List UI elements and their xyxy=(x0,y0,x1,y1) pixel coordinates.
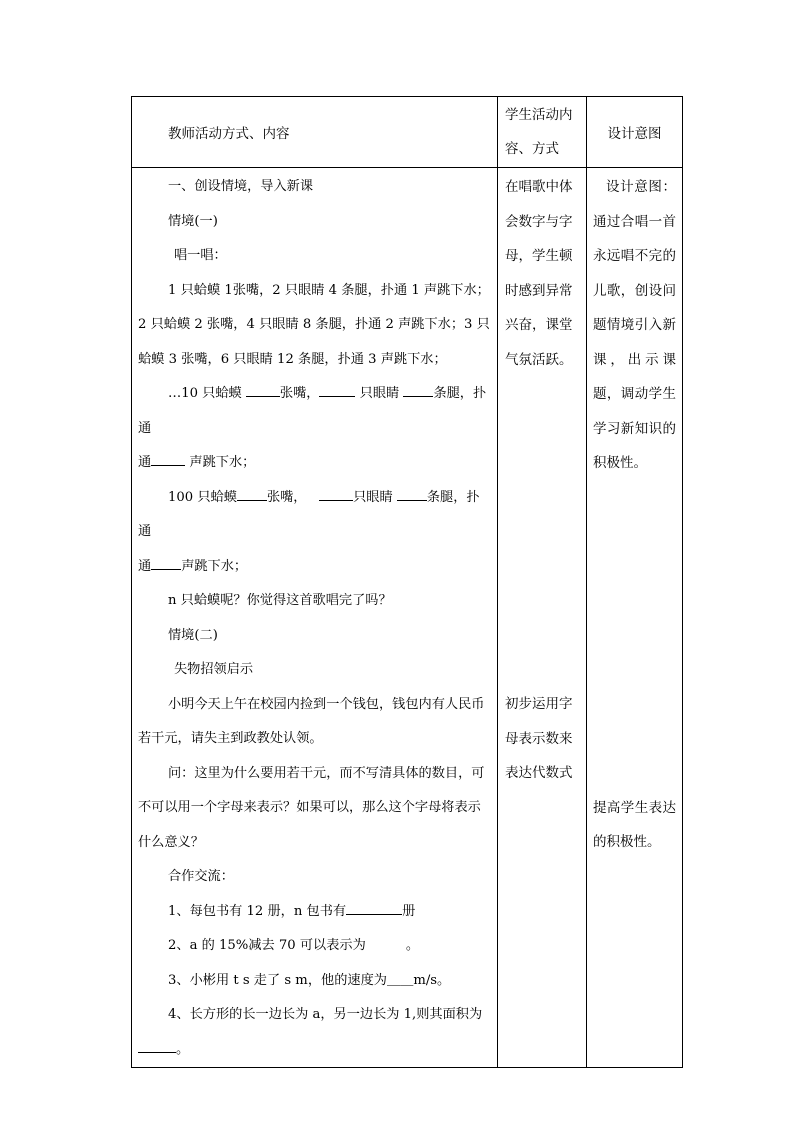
teacher-activity-cell xyxy=(132,168,498,1068)
design-intent-cell xyxy=(587,168,683,1068)
song-blank-100: 100 只蛤蟆 张嘴， 只眼睛 条腿，扑通 通 声跳下水； xyxy=(138,481,491,585)
exercise-3: 3、小彬用 t s 走了 s m，他的速度为＿＿m/s。 xyxy=(168,972,451,988)
lesson-plan-table xyxy=(131,96,683,1068)
question-paragraph: 问：这里为什么要用若干元，而不写清具体的数目，可不可以用一个字母来表示？如果可以，那么这个字母将表示什么意义？ xyxy=(138,765,485,850)
exercise-2: 2、a 的 15%减去 70 可以表示为 。 xyxy=(168,938,419,953)
song-blank-10: …10 只蛤蟆 张嘴， 只眼睛 条腿，扑通 通 声跳下水； xyxy=(138,377,491,481)
scenario-one-title: 情境(一) xyxy=(168,213,218,229)
design-intent-2: 提高学生表达的积极性。 xyxy=(593,799,676,850)
sing-label: 唱一唱： xyxy=(174,248,227,263)
scenario-two-title: 情境(二) xyxy=(168,627,218,643)
song-question: n 只蛤蟆呢？你觉得这首歌唱完了吗？ xyxy=(168,593,392,608)
student-activity-cell xyxy=(498,168,587,1068)
lost-found-notice: 小明今天上午在校园内捡到一个钱包，钱包内有人民币若干元，请失主到政教处认领。 xyxy=(138,696,485,746)
lost-found-notice-title: 失物招领启示 xyxy=(174,662,254,677)
song-lyrics: 1 只蛤蟆 1张嘴，2 只眼睛 4 条腿，扑通 1 声跳下水；2 只蛤蟆 2 张嘴，4 只眼睛 8 条腿，扑通 2 声跳下水；3 只蛤蟆 3 张嘴，6 只眼睛 12 条腿，扑通 3 声跳下水； xyxy=(138,282,490,367)
header-student-activity: 学生活动内容、方式 xyxy=(498,97,587,168)
header-teacher-activity: 教师活动方式、内容 xyxy=(132,97,498,168)
table-header-row xyxy=(132,97,683,168)
student-activity-2: 初步运用字母表示数来表达代数式 xyxy=(505,696,573,781)
exercise-1: 1、每包书有 12 册，n 包书有 册 xyxy=(138,895,491,930)
cooperation-heading: 合作交流： xyxy=(168,869,234,884)
header-design-intent: 设计意图 xyxy=(587,97,683,168)
student-activity-1: 在唱歌中体会数字与字母，学生顿时感到异常兴奋，课堂气氛活跃。 xyxy=(505,179,573,368)
exercise-4: 4、长方形的长一边长为 a，另一边长为 1,则其面积为 。 xyxy=(138,998,491,1067)
table-body-row xyxy=(132,168,683,1068)
section-heading: 一、创设情境，导入新课 xyxy=(168,179,314,194)
design-intent-1: 设计意图：通过合唱一首永远唱不完的儿歌，创设问题情境引入新课，出示课题，调动学生学习新知识的积极性。 xyxy=(593,179,676,471)
